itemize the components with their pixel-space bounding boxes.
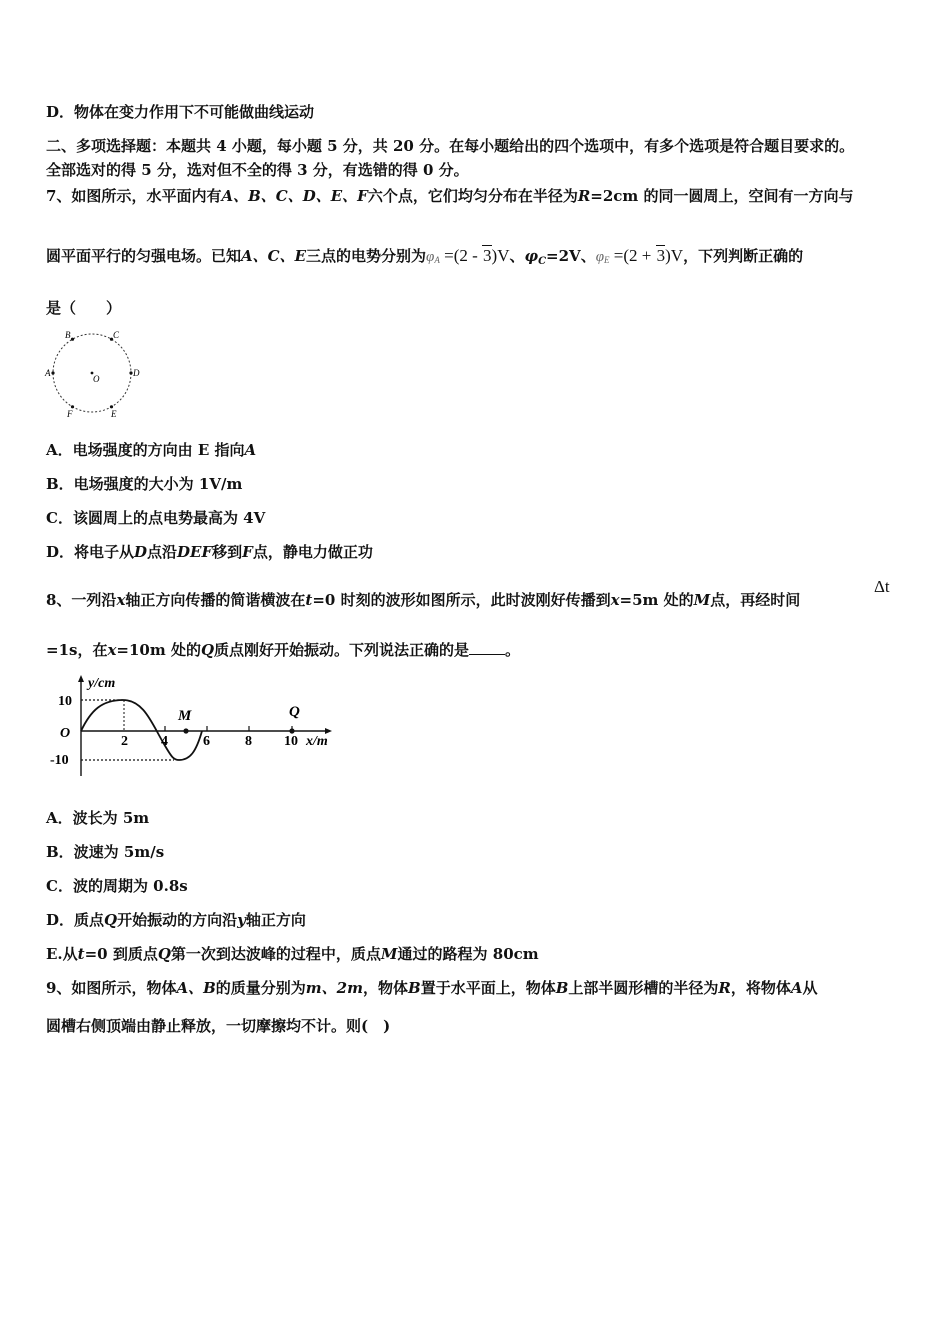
- y-axis-arrow: [78, 675, 84, 682]
- q7-text: 圆平面平行的匀强电场。已知: [46, 247, 242, 265]
- answer-blank: [469, 640, 505, 655]
- label-e: E: [111, 409, 117, 419]
- q8-option-b: B．波速为 5m/s: [46, 843, 165, 861]
- label-a: A: [45, 368, 51, 378]
- q8-option-c: C．波的周期为 0.8s: [46, 877, 188, 895]
- q7-line2: [46, 246, 910, 272]
- q7-points: A、B、C、D、E、F: [221, 187, 368, 205]
- phi-e-formula: $\varphi_E =(2 + 3)V$: [595, 246, 684, 265]
- label-d: D: [133, 368, 140, 378]
- q7-text: =2cm 的同一圆周上，空间有一方向与: [590, 187, 854, 205]
- q8-wave-graph: [44, 672, 344, 782]
- q7-text: 六个点，它们均匀分布在半径为: [367, 187, 578, 205]
- q8-line1: 8、一列沿x轴正方向传播的简谐横波在t=0 时刻的波形如图所示，此时波刚好传播到x=5m 处的M点，再经时间: [46, 591, 801, 609]
- point-q: [289, 728, 294, 733]
- q6-option-d: D．物体在变力作用下不可能做曲线运动: [46, 103, 315, 121]
- section2-line2: 全部选对的得 5 分，选对但不全的得 3 分，有选错的得 0 分。: [46, 161, 469, 179]
- point-f: [71, 405, 74, 408]
- q9-line1: 9、如图所示，物体A、B的质量分别为m、2m，物体B置于水平面上，物体B上部半圆形槽的半径为R，将物体A从: [46, 979, 818, 997]
- q7-text: ，下列判断正确的: [683, 247, 804, 265]
- x-tick-label-4: 4: [161, 734, 168, 749]
- q8-option-d: D．质点Q开始振动的方向沿y轴正方向: [46, 911, 306, 929]
- q7-option-b: B．电场强度的大小为 1V/m: [46, 475, 243, 493]
- q7-option-a: A．电场强度的方向由 E 指向A: [46, 441, 257, 459]
- x-tick-label-8: 8: [245, 734, 252, 749]
- q8-option-a: A．波长为 5m: [46, 809, 150, 827]
- phi-c-formula: $\varphi_C=2V$、: [524, 247, 596, 267]
- section2-line1: 二、多项选择题：本题共 4 小题，每小题 5 分，共 20 分。在每小题给出的四个选项中，有多个选项是符合题目要求的。: [46, 137, 855, 155]
- q7-line1: [46, 186, 910, 206]
- phi-a-formula: $\varphi_A =(2 - 3)V$: [426, 246, 510, 265]
- origin-label: O: [60, 726, 71, 741]
- label-f: F: [67, 409, 73, 419]
- point-b: [71, 338, 74, 341]
- q8-option-e: E.从t=0 到质点Q第一次到达波峰的过程中，质点M通过的路程为 80cm: [46, 945, 539, 963]
- label-m: M: [178, 708, 192, 724]
- q7-option-c: C．该圆周上的点电势最高为 4V: [46, 509, 266, 527]
- q7-text: 三点的电势分别为: [306, 247, 427, 265]
- q9-line2: 圆槽右侧顶端由静止释放，一切摩擦均不计。则( ): [46, 1017, 391, 1035]
- label-o: O: [93, 374, 100, 384]
- tick-label-minus10: -10: [50, 753, 69, 768]
- x-axis-label: x/m: [306, 734, 328, 749]
- x-tick-label-6: 6: [203, 734, 210, 749]
- label-c: C: [113, 330, 120, 340]
- q7-circle-figure: [42, 326, 152, 420]
- x-tick-label-2: 2: [121, 734, 128, 749]
- x-tick-label-10: 10: [284, 734, 298, 749]
- point-e: [110, 405, 113, 408]
- delta-t-symbol: Δt: [874, 577, 890, 596]
- tick-label-10: 10: [58, 694, 72, 709]
- q7-text: 7、如图所示，水平面内有: [46, 187, 222, 205]
- point-a: [51, 371, 54, 374]
- q7-radius-symbol: R: [577, 187, 591, 205]
- q7-option-d: D．将电子从D点沿DEF移到F点，静电力做正功: [46, 543, 373, 561]
- q8-line2: =1s，在x=10m 处的Q质点刚好开始振动。下列说法正确的是 。: [46, 641, 521, 659]
- q7-line3: 是（ ）: [46, 299, 122, 317]
- q7-points-ace: A、C、E: [241, 247, 307, 265]
- label-b: B: [65, 330, 71, 340]
- separator: 、: [509, 247, 525, 265]
- point-m: [183, 728, 188, 733]
- label-q: Q: [289, 704, 300, 720]
- y-axis-label: y/cm: [88, 676, 116, 691]
